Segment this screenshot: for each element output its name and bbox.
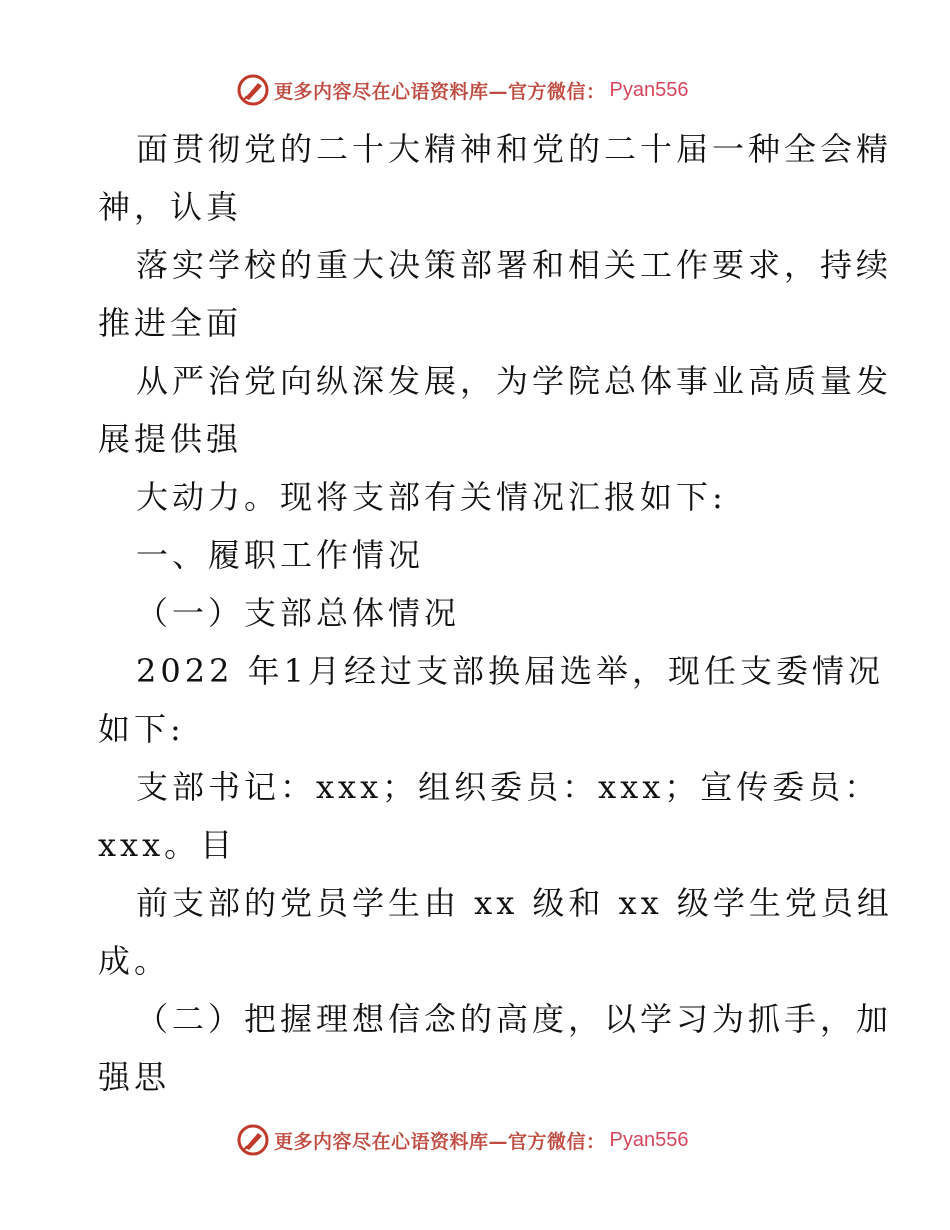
subsection-heading: （二）把握理想信念的高度，以学习为抓手，加 <box>136 1000 893 1038</box>
paragraph-line: 如下: <box>98 710 185 748</box>
paragraph-line: 面贯彻党的二十大精神和党的二十届一种全会精 <box>136 130 893 168</box>
paragraph-line: 从严治党向纵深发展，为学院总体事业高质量发 <box>136 362 893 400</box>
paragraph-line: xxx。目 <box>98 826 237 864</box>
paragraph-line: 展提供强 <box>98 420 243 458</box>
header-banner <box>236 70 688 110</box>
footer-wechat-id: Pyan556 <box>609 1128 689 1151</box>
paragraph-line: 神，认真 <box>98 188 243 226</box>
paragraph-line: 支部书记：xxx；组织委员：xxx；宣传委员： <box>136 768 881 806</box>
subsection-heading: （一）支部总体情况 <box>136 594 461 632</box>
paragraph-line: 前支部的党员学生由 xx 级和 xx 级学生党员组 <box>136 884 893 922</box>
paragraph-line: 强思 <box>98 1058 171 1096</box>
paragraph-line: 成。 <box>98 942 171 980</box>
paragraph-line: 大动力。现将支部有关情况汇报如下: <box>136 478 727 516</box>
header-banner-text: 更多内容尽在心语资料库—官方微信： <box>274 80 606 103</box>
footer-banner <box>236 1120 688 1160</box>
document-body <box>98 120 893 1106</box>
section-heading: 一、履职工作情况 <box>136 536 425 574</box>
footer-banner-text: 更多内容尽在心语资料库—官方微信： <box>274 1130 606 1153</box>
paragraph-line: 落实学校的重大决策部署和相关工作要求，持续 <box>136 246 893 284</box>
quill-pen-logo-icon <box>236 73 270 107</box>
paragraph-line: 2022 年1月经过支部换届选举，现任支委情况 <box>136 652 884 690</box>
paragraph-line: 推进全面 <box>98 304 243 342</box>
header-wechat-id: Pyan556 <box>609 78 689 101</box>
quill-pen-logo-icon <box>236 1123 270 1157</box>
